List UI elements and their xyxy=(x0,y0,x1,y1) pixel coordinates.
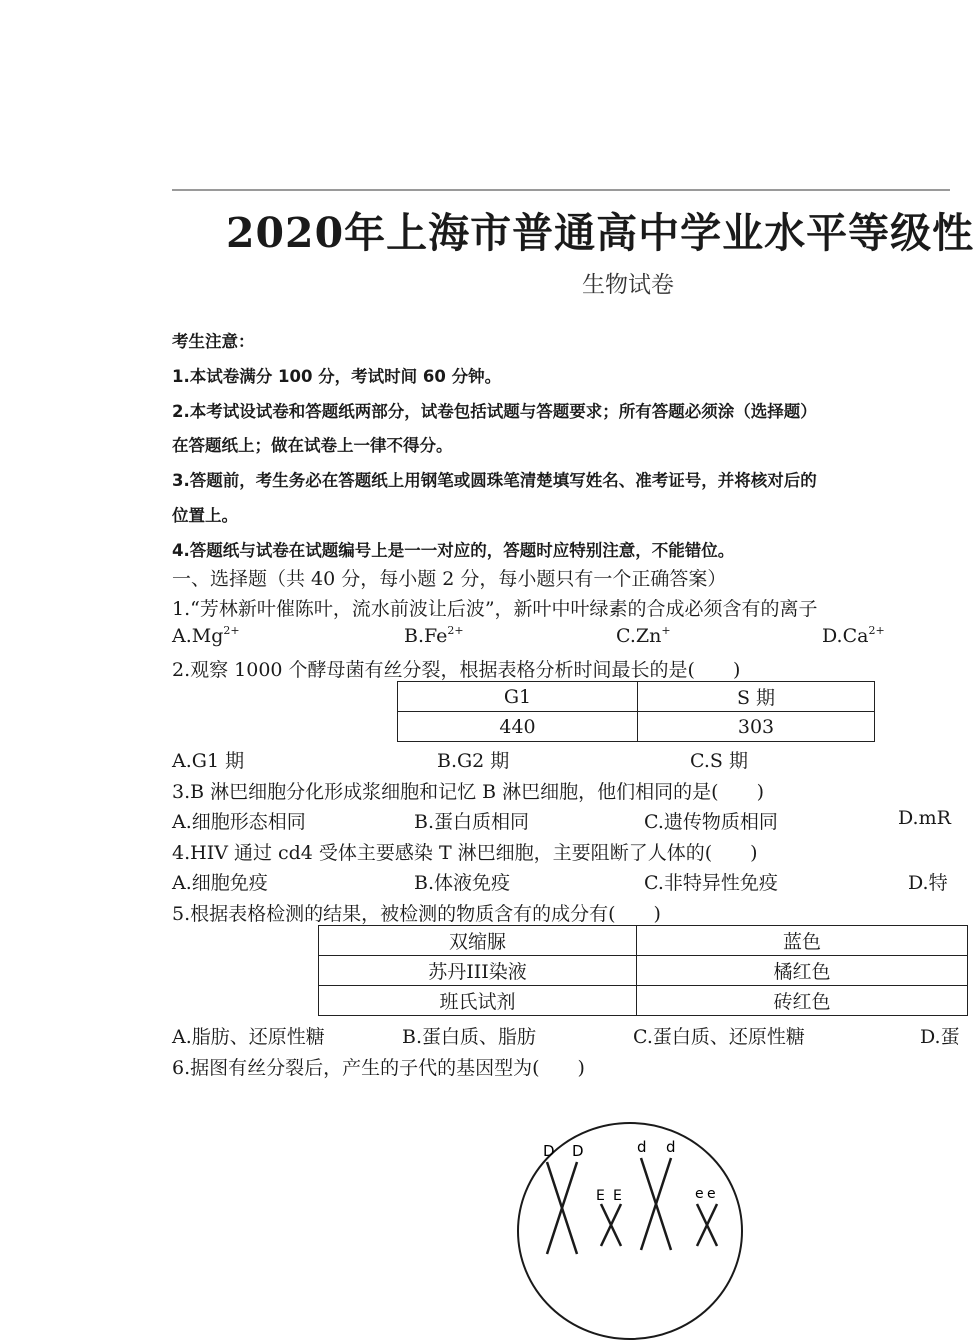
q3-option-c: C.遗传物质相同 xyxy=(644,811,778,833)
q3-option-d: D.mR xyxy=(898,807,951,829)
q1-option-d: $D.Ca^{2+}$ xyxy=(822,624,885,647)
notice-item-2: 2.本考试设试卷和答题纸两部分，试卷包括试题与答题要求；所有答题必须涂（选择题） xyxy=(172,402,817,421)
notice-item-1: 1.本试卷满分 100 分，考试时间 60 分钟。 xyxy=(172,367,502,386)
q5-table-reagent: 班氏试剂 xyxy=(319,986,637,1016)
q5-table xyxy=(318,925,968,1016)
q4-option-d: D.特 xyxy=(908,872,948,894)
notice-item-4: 4.答题纸与试卷在试题编号上是一一对应的，答题时应特别注意，不能错位。 xyxy=(172,541,735,560)
q5-option-a: A.脂肪、还原性糖 xyxy=(172,1026,325,1048)
notice-item-3: 3.答题前，考生务必在答题纸上用钢笔或圆珠笔清楚填写姓名、准考证号，并将核对后的 xyxy=(172,471,817,490)
notice-item-3-cont: 位置上。 xyxy=(172,506,238,525)
q3-option-b: B.蛋白质相同 xyxy=(414,811,530,833)
q2-stem: 2.观察 1000 个酵母菌有丝分裂，根据表格分析时间最长的是( ) xyxy=(172,659,741,681)
q5-option-c: C.蛋白质、还原性糖 xyxy=(633,1026,805,1048)
q2-table-header-s: S 期 xyxy=(638,682,875,712)
gene-label: E xyxy=(596,1188,605,1204)
table-row xyxy=(398,682,875,712)
gene-label: E xyxy=(613,1188,622,1204)
q3-option-a: A.细胞形态相同 xyxy=(172,811,306,833)
table-row xyxy=(319,956,968,986)
q4-option-a: A.细胞免疫 xyxy=(172,872,268,894)
gene-label: D xyxy=(543,1142,555,1160)
q5-option-b: B.蛋白质、脂肪 xyxy=(402,1026,537,1048)
q1-option-c: C.Zn+ xyxy=(616,624,671,647)
q3-stem: 3.B 淋巴细胞分化形成浆细胞和记忆 B 淋巴细胞，他们相同的是( ) xyxy=(172,781,764,803)
gene-label: D xyxy=(572,1142,584,1160)
q2-table xyxy=(397,681,875,742)
gene-label: e xyxy=(707,1186,716,1202)
q5-option-d: D.蛋 xyxy=(920,1026,960,1048)
q6-stem: 6.据图有丝分裂后，产生的子代的基因型为( ) xyxy=(172,1057,585,1079)
q5-table-color: 橘红色 xyxy=(637,956,968,986)
q2-table-value-g1: 440 xyxy=(398,712,638,742)
q2-table-value-s: 303 xyxy=(638,712,875,742)
header-rule xyxy=(172,189,950,191)
q1-stem: 1.“芳林新叶催陈叶，流水前波让后波”，新叶中叶绿素的合成必须含有的离子 xyxy=(172,598,818,620)
q4-option-b: B.体液免疫 xyxy=(414,872,511,894)
q5-table-color: 蓝色 xyxy=(637,926,968,956)
q2-option-b: B.G2 期 xyxy=(437,750,510,772)
q4-option-c: C.非特异性免疫 xyxy=(644,872,778,894)
q4-stem: 4.HIV 通过 cd4 受体主要感染 T 淋巴细胞，主要阻断了人体的( ) xyxy=(172,842,758,864)
q2-option-a: A.G1 期 xyxy=(172,750,245,772)
gene-label: e xyxy=(695,1186,704,1202)
notice-item-2-cont: 在答题纸上；做在试卷上一律不得分。 xyxy=(172,436,453,455)
q1-option-b: $B.Fe^{2+}$ xyxy=(404,624,464,647)
exam-title: 2020年上海市普通高中学业水平等级性 xyxy=(226,209,974,257)
q5-table-reagent: 双缩脲 xyxy=(319,926,637,956)
q5-stem: 5.根据表格检测的结果，被检测的物质含有的成分有( ) xyxy=(172,903,661,925)
q2-option-c: C.S 期 xyxy=(690,750,748,772)
q2-table-header-g1: G1 xyxy=(398,682,638,712)
table-row xyxy=(398,712,875,742)
section-heading: 一、选择题（共 40 分，每小题 2 分，每小题只有一个正确答案） xyxy=(172,568,727,590)
q5-table-color: 砖红色 xyxy=(637,986,968,1016)
q5-table-reagent: 苏丹III染液 xyxy=(319,956,637,986)
chromosome-cell-diagram xyxy=(505,1118,755,1344)
table-row xyxy=(319,986,968,1016)
gene-label: d xyxy=(637,1138,647,1156)
q1-option-a: $A.Mg^{2+}$ xyxy=(172,624,240,647)
gene-label: d xyxy=(666,1138,676,1156)
notice-heading: 考生注意： xyxy=(172,332,255,351)
table-row xyxy=(319,926,968,956)
exam-subtitle: 生物试卷 xyxy=(582,272,674,298)
